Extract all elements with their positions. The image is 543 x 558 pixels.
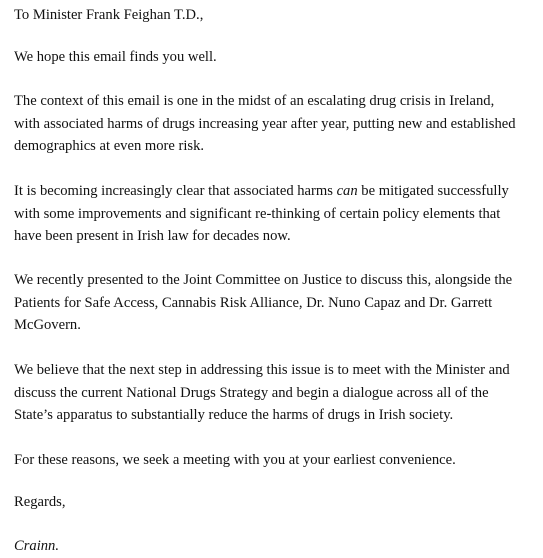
context-line-2: with associated harms of drugs increasing year after year, putting new and established [14, 115, 516, 132]
belief-line-1: We believe that the next step in addressing this issue is to meet with the Minister and [14, 362, 510, 378]
harms-line-1-after: be mitigated successfully [357, 183, 509, 199]
context-line-1: The context of this email is one in the midst of an escalating drug crisis in Ireland, [14, 93, 495, 109]
presentation-line-2: Patients for Safe Access, Cannabis Risk Alliance, Dr. Nuno Capaz and Dr. Garrett [14, 294, 493, 311]
closing-line: Regards, [14, 494, 66, 510]
presentation-paragraph [14, 269, 539, 337]
presentation-line-3: McGovern. [14, 317, 81, 333]
belief-line-3: State’s apparatus to substantially reduce the harms of drugs in Irish society. [14, 407, 454, 423]
context-paragraph [14, 90, 539, 158]
opening-line: We hope this email finds you well. [14, 49, 217, 65]
salutation: To Minister Frank Feighan T.D., [14, 7, 204, 23]
belief-line-2: discuss the current National Drugs Strategy and begin a dialogue across all of the [14, 384, 489, 401]
emphasis-can: can [336, 183, 358, 199]
context-line-3: demographics at even more risk. [14, 138, 205, 154]
harms-line-3: have been present in Irish law for decades now. [14, 228, 291, 244]
signature: Crainn. [14, 538, 60, 554]
harms-line-1-before: It is becoming increasingly clear that associated harms [14, 183, 337, 199]
belief-paragraph [14, 359, 539, 427]
harms-line-1 [14, 180, 539, 203]
request-line: For these reasons, we seek a meeting with you at your earliest convenience. [14, 452, 456, 468]
presentation-line-1: We recently presented to the Joint Committee on Justice to discuss this, alongside the [14, 272, 513, 288]
harms-paragraph [14, 180, 539, 248]
harms-line-2: with some improvements and significant re-thinking of certain policy elements that [14, 205, 501, 222]
